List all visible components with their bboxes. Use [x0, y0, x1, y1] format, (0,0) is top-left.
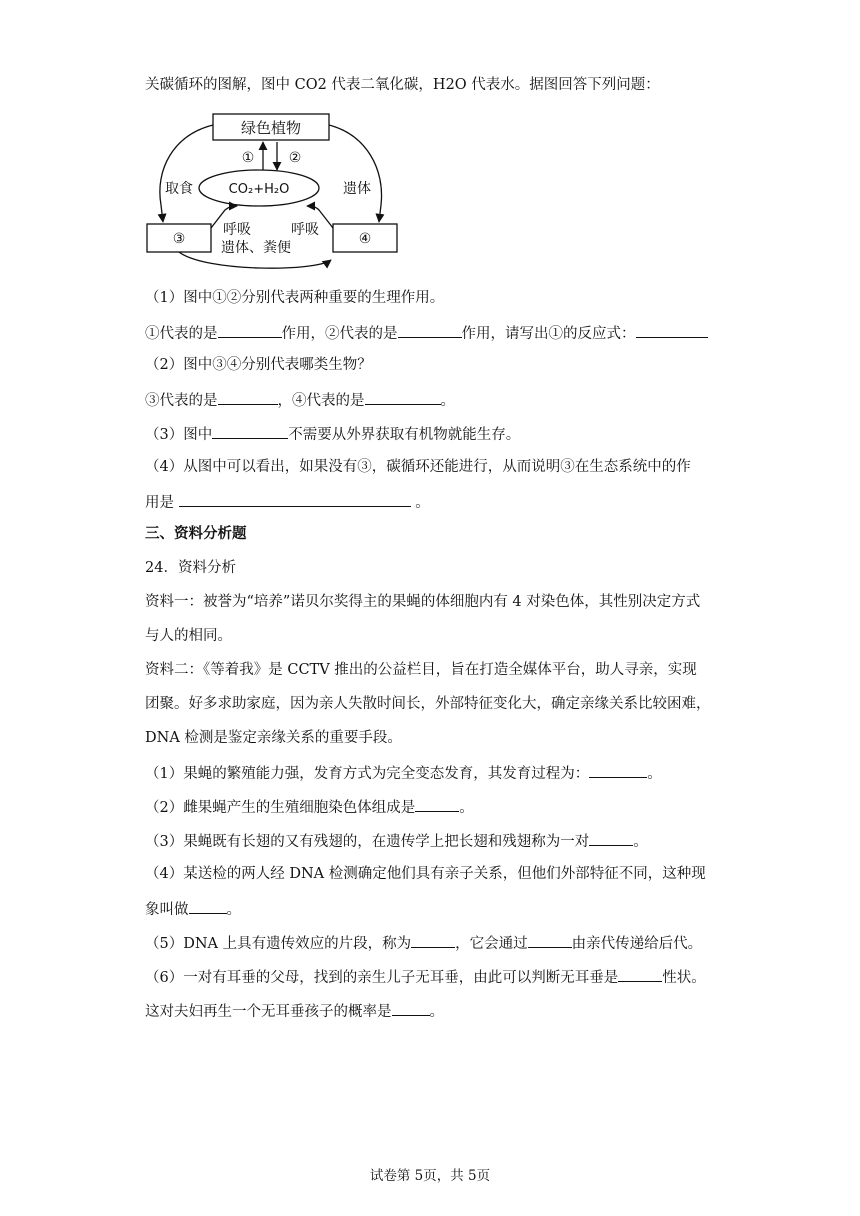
answer-blank[interactable] [365, 389, 441, 405]
intro-text: 关碳循环的图解，图中 CO2 代表二氧化碳，H2O 代表水。据图回答下列问题： [145, 77, 660, 93]
material-2-line-3: DNA 检测是鉴定亲缘关系的重要手段。 [145, 730, 402, 746]
answer-blank[interactable] [528, 932, 572, 948]
q24-q1-text-b: 。 [647, 766, 662, 782]
q24-q4-text-b: 。 [226, 902, 241, 918]
q23-p1-text-a: ①代表的是 [145, 326, 218, 342]
page-footer: 试卷第 5页，共 5页 [369, 1168, 491, 1184]
answer-blank[interactable] [618, 966, 662, 982]
q23-p3-text-a: （3）图中 [145, 427, 213, 443]
answer-blank[interactable] [589, 762, 647, 778]
answer-blank[interactable] [411, 932, 455, 948]
q24-q3-text-b: 。 [633, 834, 648, 850]
remains-label: 遗体 [343, 181, 371, 197]
q24-part3 [145, 830, 648, 852]
answer-blank[interactable] [415, 796, 459, 812]
q23-p4-text-a: 用是 [145, 495, 174, 511]
q24-q5-text-b: ，它会通过 [455, 936, 528, 952]
answer-blank[interactable] [218, 322, 282, 338]
feeding-label: 取食 [165, 181, 193, 197]
co2-h2o-label: CO₂+H₂O [228, 182, 290, 197]
q23-p2-text-b: ，④代表的是 [277, 393, 365, 409]
section-title: 三、资料分析题 [145, 526, 247, 542]
q23-p1-text-c: 作用，请写出①的反应式： [461, 326, 636, 342]
arc-remains [329, 125, 382, 222]
q24-q3-text-a: （3）果蝇既有长翅的又有残翅的，在遗传学上把长翅和残翅称为一对 [145, 834, 590, 850]
q23-p4-text-b: 。 [415, 495, 430, 511]
q23-part1: （1）图中①②分别代表两种重要的生理作用。 [145, 290, 445, 306]
q23-part2-blanks [145, 389, 455, 411]
respiration-right-label: 呼吸 [291, 222, 319, 238]
q23-part3 [145, 423, 520, 445]
material-1-line-1: 资料一：被誉为“培养”诺贝尔奖得主的果蝇的体细胞内有 4 对染色体，其性别决定方式 [145, 594, 701, 610]
q24-q2-text-a: （2）雌果蝇产生的生殖细胞染色体组成是 [145, 800, 416, 816]
q23-part1-blanks [145, 322, 708, 344]
q24-part2 [145, 796, 474, 818]
material-1-line-2: 与人的相同。 [145, 628, 232, 644]
remains-feces-label: 遗体、粪便 [221, 240, 291, 256]
q24-q6-text-a: （6）一对有耳垂的父母，找到的亲生儿子无耳垂，由此可以判断无耳垂是 [145, 970, 619, 986]
arc-feeding [160, 125, 213, 222]
q23-p2-text-a: ③代表的是 [145, 393, 218, 409]
q24-q6-text-c: 这对夫妇再生一个无耳垂孩子的概率是 [145, 1004, 392, 1020]
process-1-label: ① [241, 150, 255, 166]
q24-q4-text-a: 象叫做 [145, 902, 189, 918]
q24-q5-text-a: （5）DNA 上具有遗传效应的片段，称为 [145, 936, 412, 952]
answer-blank[interactable] [189, 898, 227, 914]
respiration-left-label: 呼吸 [223, 222, 251, 238]
answer-blank[interactable] [636, 322, 708, 338]
process-2-label: ② [288, 150, 302, 166]
q24-part6 [145, 966, 706, 988]
q24-part4: （4）某送检的两人经 DNA 检测确定他们具有亲子关系，但他们外部特征不同，这种现 [145, 866, 706, 882]
answer-blank[interactable] [218, 389, 278, 405]
q24-q5-text-c: 由亲代传递给后代。 [571, 936, 703, 952]
q24-part1 [145, 762, 662, 784]
answer-blank[interactable] [589, 830, 633, 846]
q23-p1-text-b: 作用，②代表的是 [281, 326, 398, 342]
q24-part6-blank [145, 1000, 444, 1022]
q23-part4: （4）从图中可以看出，如果没有③，碳循环还能进行，从而说明③在生态系统中的作 [145, 459, 691, 475]
q24-title: 24．资料分析 [145, 560, 236, 576]
q24-q6-text-b: 性状。 [662, 970, 706, 986]
q24-q2-text-b: 。 [459, 800, 474, 816]
q24-q1-text-a: （1）果蝇的繁殖能力强，发育方式为完全变态发育，其发育过程为： [145, 766, 590, 782]
material-2-line-2: 团聚。好多求助家庭，因为亲人失散时间长，外部特征变化大，确定亲缘关系比较困难， [145, 696, 711, 712]
answer-blank[interactable] [179, 491, 411, 507]
carbon-cycle-diagram [145, 110, 405, 270]
box-4-label: ④ [358, 231, 372, 247]
material-2-line-1: 资料二：《等着我》是 CCTV 推出的公益栏目，旨在打造全媒体平台，助人寻亲，实现 [145, 662, 697, 678]
q24-part5 [145, 932, 702, 954]
q23-part4-blank [145, 491, 430, 513]
answer-blank[interactable] [212, 423, 288, 439]
answer-blank[interactable] [392, 1000, 430, 1016]
answer-blank[interactable] [398, 322, 462, 338]
q24-q6-text-d: 。 [429, 1004, 444, 1020]
q24-part4-blank [145, 898, 241, 920]
q23-part2: （2）图中③④分别代表哪类生物？ [145, 357, 372, 373]
green-plants-label: 绿色植物 [240, 119, 302, 137]
q23-p3-text-b: 不需要从外界获取有机物就能生存。 [288, 427, 521, 443]
box-3-label: ③ [172, 231, 186, 247]
q23-p2-text-c: 。 [440, 393, 455, 409]
